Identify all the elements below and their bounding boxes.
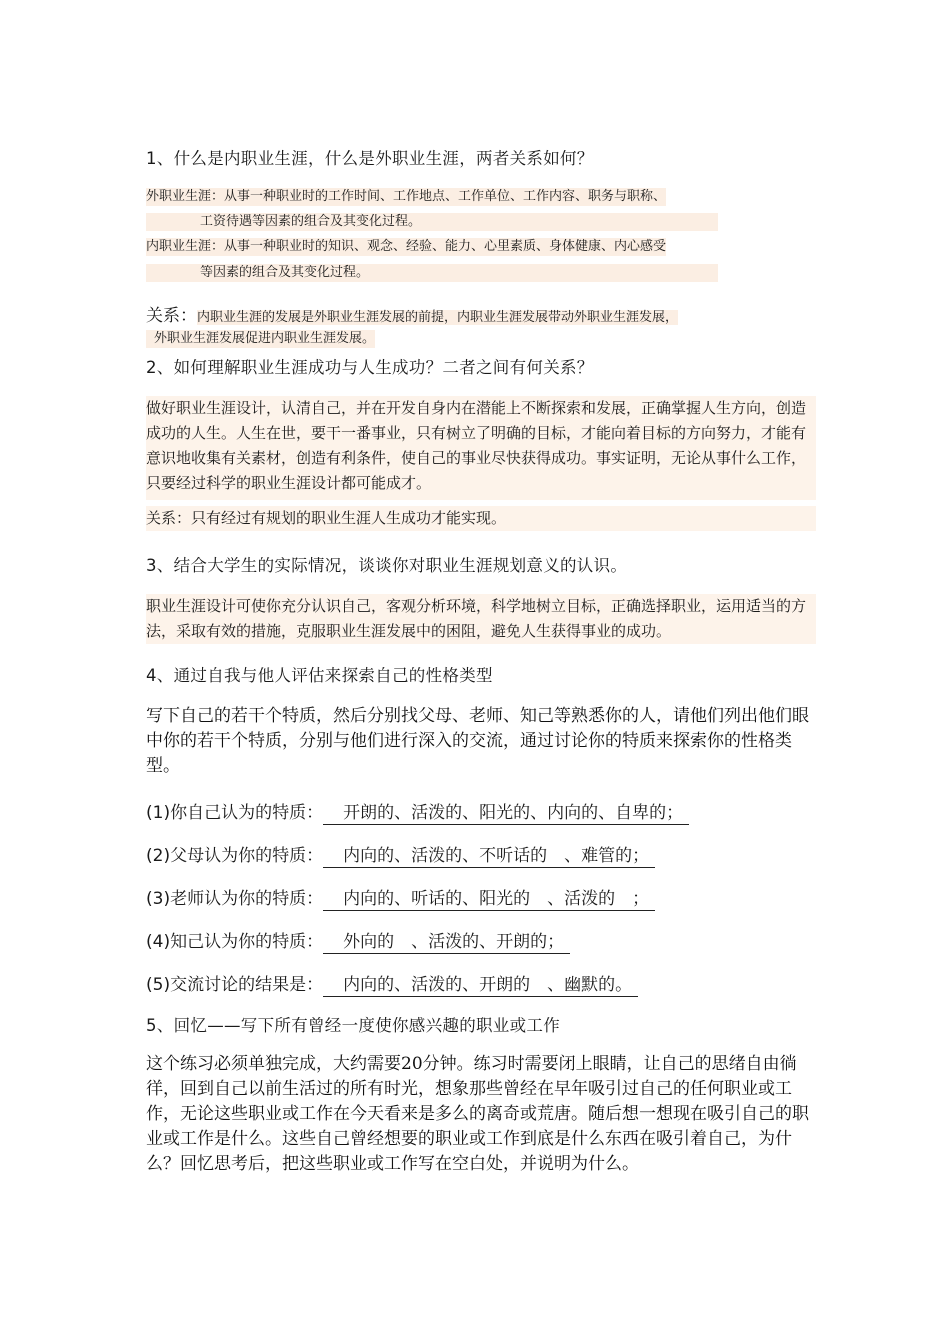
question-2-answer: 做好职业生涯设计，认清自己，并在开发自身内在潜能上不断探索和发展，正确掌握人生方向，创造成功的人生。人生在世，要干一番事业，只有树立了明确的目标，才能向着目标的方向努力，才能有意识地收集有关素材，创造有利条件，使自己的事业尽快获得成功。事实证明，无论从事什么工作，只要经过科学的职业生涯设计都可能成才。	[146, 396, 816, 500]
relation-label: 关系：	[146, 306, 197, 326]
trait-label: (4)知己认为你的特质：	[146, 932, 324, 952]
inner-career-line-2-block	[146, 264, 718, 282]
question-3-title: 3、结合大学生的实际情况，谈谈你对职业生涯规划意义的认识。	[146, 556, 628, 575]
question-4-intro: 写下自己的若干个特质，然后分别找父母、老师、知己等熟悉你的人，请他们列出他们眼中你的若干个特质，分别与他们进行深入的交流，通过讨论你的特质来探索你的性格类型。	[146, 706, 809, 776]
question-3-answer: 职业生涯设计可使你充分认识自己，客观分析环境，科学地树立目标，正确选择职业，运用适当的方法，采取有效的措施，克服职业生涯发展中的困阻，避免人生获得事业的成功。	[146, 594, 816, 644]
trait-label: (3)老师认为你的特质：	[146, 889, 324, 909]
trait-label: (5)交流讨论的结果是：	[146, 975, 324, 995]
trait-value: 内向的、活泼的、开朗的 、幽默的。	[323, 975, 638, 997]
trait-value: 内向的、听话的、阳光的 、活泼的 ；	[323, 889, 655, 911]
trait-row	[146, 884, 655, 911]
trait-row	[146, 841, 655, 868]
question-1-title: 1、什么是内职业生涯，什么是外职业生涯，两者关系如何？	[146, 149, 594, 168]
trait-row	[146, 970, 638, 997]
relation-block	[146, 305, 678, 329]
trait-label: (1)你自己认为的特质：	[146, 803, 324, 823]
trait-label: (2)父母认为你的特质：	[146, 846, 324, 866]
question-4-title: 4、通过自我与他人评估来探索自己的性格类型	[146, 666, 493, 685]
outer-career-line-2-block	[146, 213, 718, 231]
question-5-body: 这个练习必须单独完成，大约需要20分钟。练习时需要闭上眼睛，让自己的思绪自由徜徉，回到自己以前生活过的所有时光，想象那些曾经在早年吸引过自己的任何职业或工作，无论这些职业或工作在今天看来是多么的离奇或荒唐。随后想一想现在吸引自己的职业或工作是什么。这些自己曾经想要的职业或工作到底是什么东西在吸引着自己，为什么？回忆思考后，把这些职业或工作写在空白处，并说明为什么。	[146, 1054, 809, 1174]
trait-row	[146, 798, 689, 825]
inner-career-line-2: 等因素的组合及其变化过程。	[200, 265, 370, 280]
question-2-title: 2、如何理解职业生涯成功与人生成功？二者之间有何关系？	[146, 358, 594, 377]
trait-value: 开朗的、活泼的、阳光的、内向的、自卑的；	[323, 803, 689, 825]
relation-line-2: 外职业生涯发展促进内职业生涯发展。	[146, 330, 375, 348]
question-2-relation: 关系：只有经过有规划的职业生涯人生成功才能实现。	[146, 506, 816, 531]
question-5-title: 5、回忆——写下所有曾经一度使你感兴趣的职业或工作	[146, 1016, 560, 1035]
inner-career-line-1: 内职业生涯：从事一种职业时的知识、观念、经验、能力、心里素质、身体健康、内心感受	[146, 239, 667, 254]
trait-value: 外向的 、活泼的、开朗的；	[323, 932, 570, 954]
relation-line-1: 内职业生涯的发展是外职业生涯发展的前提，内职业生涯发展带动外职业生涯发展，	[197, 310, 679, 325]
trait-row	[146, 927, 570, 954]
trait-value: 内向的、活泼的、不听话的 、难管的；	[323, 846, 655, 868]
outer-career-line-2: 工资待遇等因素的组合及其变化过程。	[200, 214, 422, 229]
outer-career-line-1: 外职业生涯：从事一种职业时的工作时间、工作地点、工作单位、工作内容、职务与职称、	[146, 189, 667, 204]
